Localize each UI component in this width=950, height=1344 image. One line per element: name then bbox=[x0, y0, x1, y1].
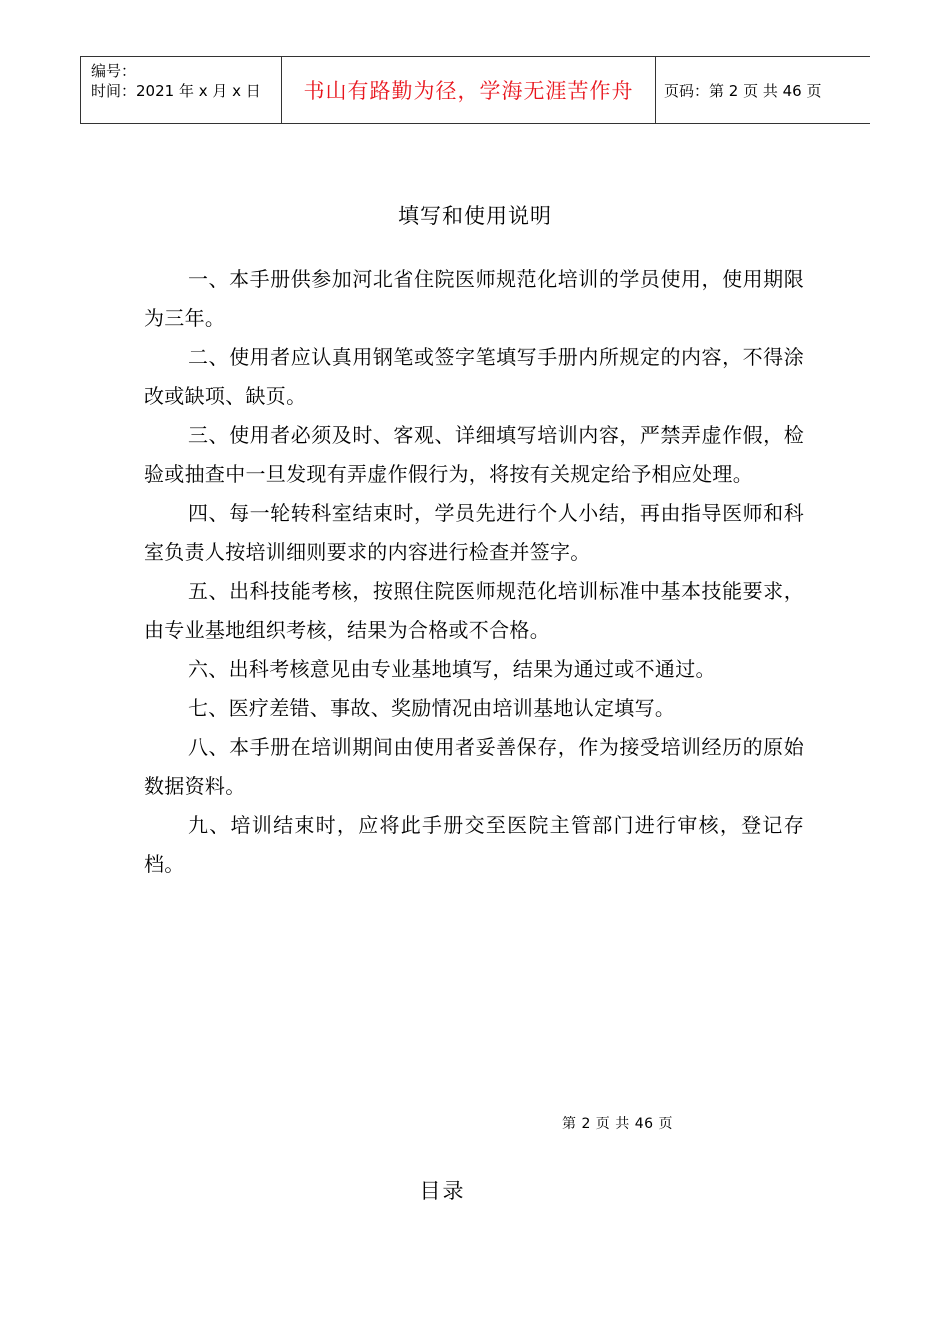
instruction-item: 七、医疗差错、事故、奖励情况由培训基地认定填写。 bbox=[188, 696, 676, 720]
page-title: 填写和使用说明 bbox=[398, 204, 552, 228]
instruction-item: 三、使用者必须及时、客观、详细填写培训内容，严禁弄虚作假，检验或抽查中一旦发现有弄虚作假行为，将按有关规定给予相应处理。 bbox=[144, 423, 804, 486]
header-meta-cell bbox=[81, 57, 282, 123]
document-date-label: 时间：2021 年 x 月 x 日 bbox=[91, 82, 261, 100]
instruction-item: 八、本手册在培训期间由使用者妥善保存，作为接受培训经历的原始数据资料。 bbox=[144, 735, 804, 798]
instruction-item: 一、本手册供参加河北省住院医师规范化培训的学员使用，使用期限为三年。 bbox=[144, 267, 804, 330]
instruction-item: 九、培训结束时，应将此手册交至医院主管部门进行审核，登记存档。 bbox=[144, 813, 804, 876]
instruction-item: 五、出科技能考核，按照住院医师规范化培训标准中基本技能要求，由专业基地组织考核，结果为合格或不合格。 bbox=[144, 579, 804, 642]
instruction-item: 六、出科考核意见由专业基地填写，结果为通过或不通过。 bbox=[188, 657, 716, 681]
toc-heading: 目录 bbox=[419, 1179, 466, 1203]
document-number-label: 编号： bbox=[91, 62, 137, 80]
instruction-list bbox=[144, 260, 804, 884]
header-page-info: 页码：第 2 页 共 46 页 bbox=[664, 81, 822, 100]
page-footer-number: 第 2 页 共 46 页 bbox=[562, 1116, 673, 1132]
instruction-item: 四、每一轮转科室结束时，学员先进行个人小结，再由指导医师和科室负责人按培训细则要求的内容进行检查并签字。 bbox=[144, 501, 804, 564]
document-header bbox=[80, 56, 870, 124]
instruction-item: 二、使用者应认真用钢笔或签字笔填写手册内所规定的内容，不得涂改或缺项、缺页。 bbox=[144, 345, 804, 408]
header-slogan: 书山有路勤为径，学海无涯苦作舟 bbox=[282, 57, 656, 123]
